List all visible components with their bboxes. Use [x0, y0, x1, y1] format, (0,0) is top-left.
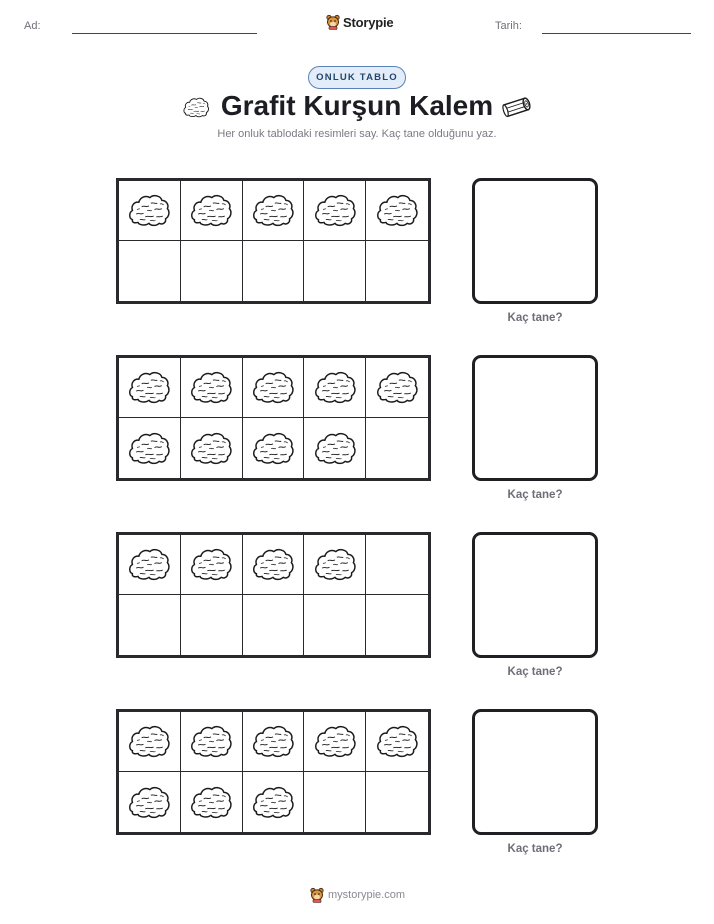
ten-frame-cell	[304, 418, 366, 478]
graphite-lump-icon	[251, 430, 295, 467]
ten-frame-cell	[366, 712, 428, 772]
graphite-lump-icon	[127, 723, 171, 760]
answer-prompt-2: Kaç tane?	[507, 489, 563, 501]
answer-box-1[interactable]	[472, 178, 598, 304]
ten-frame-cell	[304, 535, 366, 595]
graphite-lump-icon	[189, 723, 233, 760]
ten-frame-cell	[181, 358, 243, 418]
graphite-lump-icon	[313, 723, 357, 760]
ten-frame-cell	[119, 772, 181, 832]
ten-frame-1	[116, 178, 431, 304]
storypie-mascot-icon	[326, 14, 340, 30]
graphite-lump-icon	[251, 369, 295, 406]
pencil-log-icon	[501, 95, 533, 119]
name-label: Ad:	[24, 20, 41, 32]
name-line[interactable]	[72, 33, 257, 34]
graphite-lump-icon	[189, 192, 233, 229]
storypie-mascot-icon	[310, 887, 324, 903]
graphite-lump-icon	[127, 369, 171, 406]
graphite-lump-icon	[251, 784, 295, 821]
ten-frame-cell	[243, 772, 305, 832]
ten-frame-cell	[119, 418, 181, 478]
graphite-lump-icon	[189, 369, 233, 406]
answer-box-4[interactable]	[472, 709, 598, 835]
ten-frame-cell	[181, 241, 243, 301]
ten-frame-cell	[304, 712, 366, 772]
answer-prompt-4: Kaç tane?	[507, 843, 563, 855]
graphite-lump-icon	[127, 192, 171, 229]
date-label: Tarih:	[495, 20, 522, 32]
graphite-lump-icon	[375, 192, 419, 229]
ten-frame-4	[116, 709, 431, 835]
ten-frame-cell	[304, 772, 366, 832]
ten-frame-3	[116, 532, 431, 658]
graphite-lump-icon	[375, 369, 419, 406]
graphite-lump-icon	[251, 546, 295, 583]
answer-prompt-3: Kaç tane?	[507, 666, 563, 678]
ten-frame-cell	[366, 772, 428, 832]
graphite-lump-icon	[127, 784, 171, 821]
graphite-lump-icon	[313, 430, 357, 467]
graphite-lump-icon	[313, 546, 357, 583]
ten-frame-cell	[119, 712, 181, 772]
ten-frame-cell	[119, 358, 181, 418]
graphite-lump-icon	[189, 430, 233, 467]
ten-frame-cell	[119, 535, 181, 595]
ten-frame-cell	[119, 595, 181, 655]
ten-frame-2	[116, 355, 431, 481]
ten-frame-cell	[181, 535, 243, 595]
ten-frame-cell	[366, 358, 428, 418]
worksheet-type-badge: ONLUK TABLO	[308, 66, 406, 89]
graphite-lump-icon	[251, 723, 295, 760]
graphite-lump-icon	[251, 192, 295, 229]
ten-frame-cell	[366, 241, 428, 301]
graphite-lump-icon	[313, 192, 357, 229]
ten-frame-cell	[304, 358, 366, 418]
footer-website[interactable]: mystorypie.com	[328, 889, 406, 901]
graphite-lump-icon	[127, 546, 171, 583]
graphite-lump-icon	[189, 784, 233, 821]
ten-frame-cell	[304, 181, 366, 241]
ten-frame-cell	[243, 418, 305, 478]
ten-frame-cell	[243, 241, 305, 301]
footer	[310, 885, 405, 905]
ten-frame-cell	[119, 241, 181, 301]
page-title: Grafit Kurşun Kalem	[220, 90, 494, 121]
graphite-lump-icon	[127, 430, 171, 467]
answer-prompt-1: Kaç tane?	[507, 312, 563, 324]
ten-frame-cell	[181, 418, 243, 478]
date-line[interactable]	[542, 33, 691, 34]
brand-logo	[326, 12, 393, 32]
graphite-lump-icon	[313, 369, 357, 406]
ten-frame-cell	[304, 595, 366, 655]
instructions: Her onluk tablodaki resimleri say. Kaç tane olduğunu yaz.	[217, 128, 497, 140]
ten-frame-cell	[243, 358, 305, 418]
ten-frame-cell	[243, 535, 305, 595]
ten-frame-cell	[181, 772, 243, 832]
brand-name: Storypie	[343, 14, 394, 30]
ten-frame-cell	[119, 181, 181, 241]
ten-frame-cell	[243, 181, 305, 241]
ten-frame-cell	[181, 712, 243, 772]
graphite-lump-icon	[189, 546, 233, 583]
ten-frame-cell	[366, 535, 428, 595]
answer-box-2[interactable]	[472, 355, 598, 481]
ten-frame-cell	[181, 181, 243, 241]
ten-frame-cell	[181, 595, 243, 655]
ten-frame-cell	[304, 241, 366, 301]
graphite-lump-icon	[375, 723, 419, 760]
ten-frame-cell	[243, 712, 305, 772]
ten-frame-cell	[366, 418, 428, 478]
ten-frame-cell	[366, 595, 428, 655]
answer-box-3[interactable]	[472, 532, 598, 658]
ten-frame-cell	[366, 181, 428, 241]
ten-frame-cell	[243, 595, 305, 655]
